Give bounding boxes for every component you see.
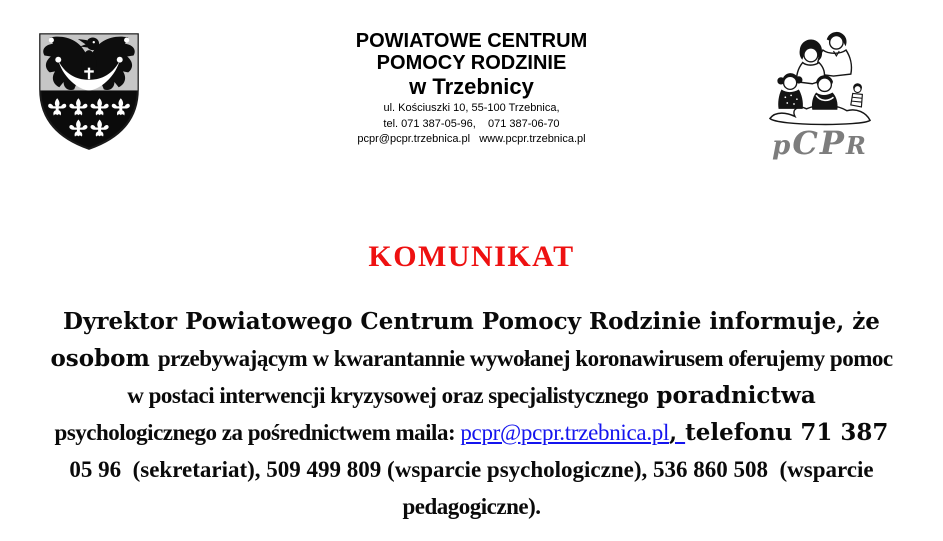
page-title: KOMUNIKAT: [368, 240, 575, 273]
body-line4-cond: psychologicznego za pośrednictwem maila:: [54, 420, 461, 445]
org-phones: tel. 071 387-05-96, 071 387-06-70: [383, 117, 560, 130]
logo-letter-p: p: [772, 131, 793, 161]
body-line3-normal: poradnictwa: [648, 382, 816, 409]
letterhead: [0, 0, 943, 168]
coat-of-arms-icon: [36, 30, 142, 153]
body-line2-cond: przebywającym w kwarantannie wywołanej koronawirusem oferujemy pomoc: [157, 346, 893, 371]
body-line6: pedagogiczne).: [402, 494, 541, 519]
org-header: [200, 30, 743, 147]
pcpr-logo: [755, 26, 885, 162]
email-link[interactable]: pcpr@pcpr.trzebnica.pl: [460, 420, 670, 445]
body-line4-normal: telefonu 71 387: [685, 419, 889, 446]
org-address: ul. Kościuszki 10, 55-100 Trzebnica,: [383, 102, 560, 114]
after-email-comma: ,: [669, 419, 686, 446]
announcement-text: [0, 303, 943, 525]
logo-letter-P: P: [819, 124, 846, 162]
logo-letter-r: R: [845, 131, 868, 160]
body-line2-normal: osobom: [50, 345, 158, 372]
body-line1: Dyrektor Powiatowego Centrum Pomocy Rodzinie informuje, że: [63, 308, 880, 335]
org-name-line1: POWIATOWE CENTRUM: [355, 30, 588, 52]
body-line3-cond: w postaci interwencji kryzysowej oraz specjalistycznego: [127, 383, 649, 408]
trzebnica-coat-of-arms: [0, 0, 200, 153]
pcpr-logo-text: [755, 124, 885, 162]
org-name-line2: POMOCY RODZINIE: [376, 52, 567, 74]
family-icon: [759, 26, 881, 130]
body-line5: 05 96 (sekretariat), 509 499 809 (wsparcie psychologiczne), 536 860 508 (wsparcie: [69, 457, 874, 482]
org-contact: pcpr@pcpr.trzebnica.pl www.pcpr.trzebnica.pl: [357, 133, 586, 145]
org-name-line3: w Trzebnicy: [409, 74, 534, 99]
logo-letter-c: C: [792, 124, 820, 162]
